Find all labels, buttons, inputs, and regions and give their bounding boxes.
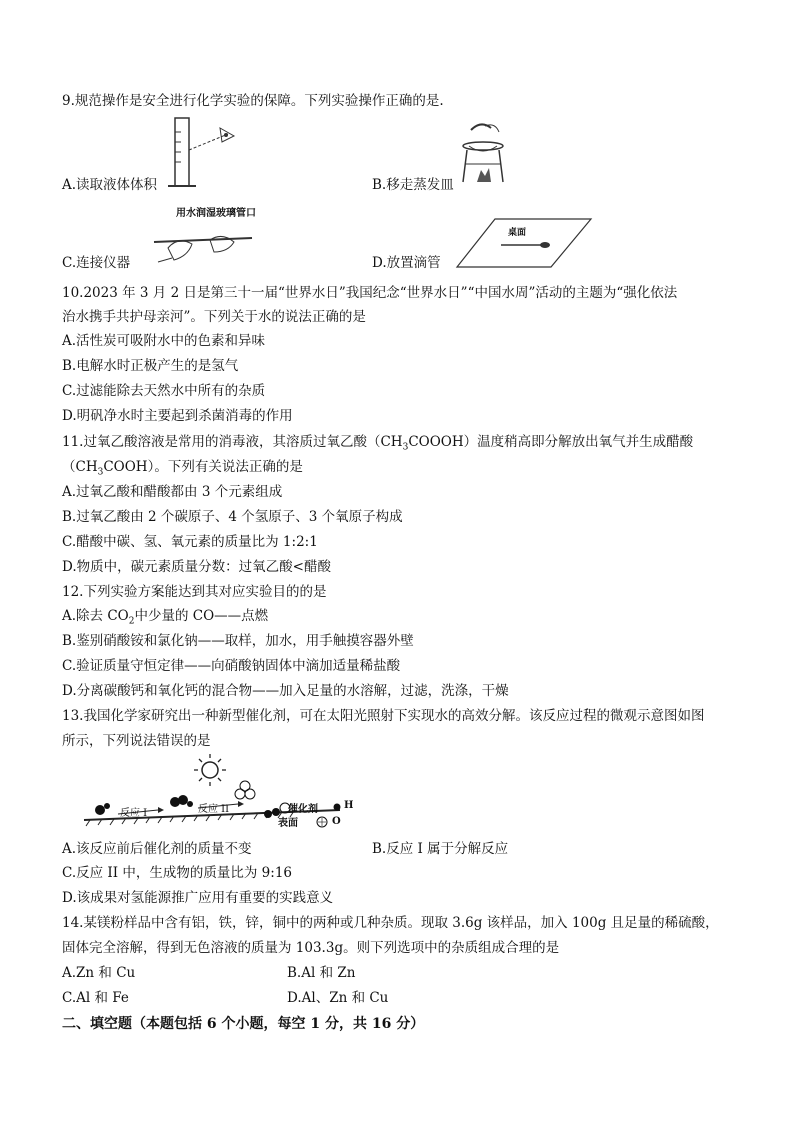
q13-option-d: D.该成果对氢能源推广应用有重要的实践意义	[62, 890, 334, 906]
q13-stem-line2: 所示，下列说法错误的是	[62, 733, 211, 749]
q9-option-b: B.移走蒸发皿	[372, 177, 454, 193]
q12-option-b: B.鉴别硝酸铵和氯化钠——取样，加水，用手触摸容器外壁	[62, 633, 414, 649]
q10-option-d: D.明矾净水时主要起到杀菌消毒的作用	[62, 408, 293, 424]
q14-stem-line1: 14.某镁粉样品中含有铝，铁，锌，铜中的两种或几种杂质。现取 3.6g 该样品，加入 100g 且足量的稀硫酸，	[62, 915, 719, 931]
legend-o-label: O	[332, 816, 341, 827]
surface-label: 表面	[278, 818, 298, 829]
q12-option-a: A.除去 $CO_2$中少量的 CO——点燃	[62, 608, 269, 627]
q13-option-a: A.该反应前后催化剂的质量不变	[62, 841, 252, 857]
q13-option-b: B.反应 I 属于分解反应	[372, 841, 509, 857]
q11-stem-line2: $(CH_3COOH)$。下列有关说法正确的是	[62, 459, 303, 478]
q13-stem-line1: 13.我国化学家研究出一种新型催化剂，可在太阳光照射下实现水的高效分解。该反应过程的微观示意图如图	[62, 708, 705, 724]
section-2-heading: 二、填空题（本题包括 6 个小题，每空 1 分，共 16 分）	[62, 1016, 425, 1032]
dropper-on-desk-figure	[455, 215, 595, 271]
evaporating-dish-figure	[455, 120, 515, 190]
tube-connection-figure	[148, 218, 258, 270]
reaction-1-label: 反应 I	[120, 808, 148, 819]
q10-stem-line2: 治水携手共护母亲河”。下列关于水的说法正确的是	[62, 309, 366, 325]
q10-option-a: A.活性炭可吸附水中的色素和异味	[62, 333, 266, 349]
q11-option-c: C.醋酸中碳、氢、氧元素的质量比为 1:2:1	[62, 534, 318, 550]
q13-option-c: C.反应 II 中，生成物的质量比为 9:16	[62, 865, 292, 881]
q11-option-a: A.过氧乙酸和醋酸都由 3 个元素组成	[62, 484, 283, 500]
q14-option-d: D.Al、Zn 和 Cu	[287, 990, 389, 1006]
reaction-diagram	[80, 752, 380, 834]
q10-stem-line1: 10.2023 年 3 月 2 日是第三十一届“世界水日”我国纪念“世界水日”“中国水周”活动的主题为“强化依法	[62, 285, 678, 301]
q11-option-d: D.物质中，碳元素质量分数：过氧乙酸<醋酸	[62, 559, 331, 575]
q14-option-b: B.Al 和 Zn	[287, 965, 356, 981]
q9-option-d: D.放置滴管	[372, 255, 441, 271]
q9-option-c: C.连接仪器	[62, 255, 131, 271]
q12-option-c: C.验证质量守恒定律——向硝酸钠固体中滴加适量稀盐酸	[62, 658, 401, 674]
q11-stem-line1: 11.过氧乙酸溶液是常用的消毒液，其溶质过氧乙酸$(CH_3COOOH)$温度稍高即分解放出氧气并生成醋酸	[62, 434, 694, 453]
catalyst-label: 催化剂	[288, 804, 318, 815]
q12-stem: 12.下列实验方案能达到其对应实验目的的是	[62, 584, 327, 600]
q9-fig-d-caption: 桌面	[508, 228, 527, 238]
legend-h-label: H	[344, 800, 354, 811]
q14-stem-line2: 固体完全溶解，得到无色溶液的质量为 103.3g。则下列选项中的杂质组成合理的是	[62, 940, 560, 956]
q9-fig-c-caption: 用水润湿玻璃管口	[176, 208, 256, 219]
q9-stem: 9.规范操作是安全进行化学实验的保障。下列实验操作正确的是.	[62, 93, 444, 109]
q14-option-c: C.Al 和 Fe	[62, 990, 129, 1006]
reaction-2-label: 反应 II	[198, 804, 230, 815]
q10-option-b: B.电解水时正极产生的是氢气	[62, 358, 239, 374]
q11-option-b: B.过氧乙酸由 2 个碳原子、4 个氢原子、3 个氧原子构成	[62, 509, 403, 525]
q9-option-a: A.读取液体体积	[62, 177, 158, 193]
q12-option-d: D.分离碳酸钙和氧化钙的混合物——加入足量的水溶解，过滤，洗涤，干燥	[62, 683, 509, 699]
q14-option-a: A.Zn 和 Cu	[62, 965, 136, 981]
q10-option-c: C.过滤能除去天然水中所有的杂质	[62, 383, 266, 399]
graduated-cylinder-figure	[160, 114, 250, 190]
